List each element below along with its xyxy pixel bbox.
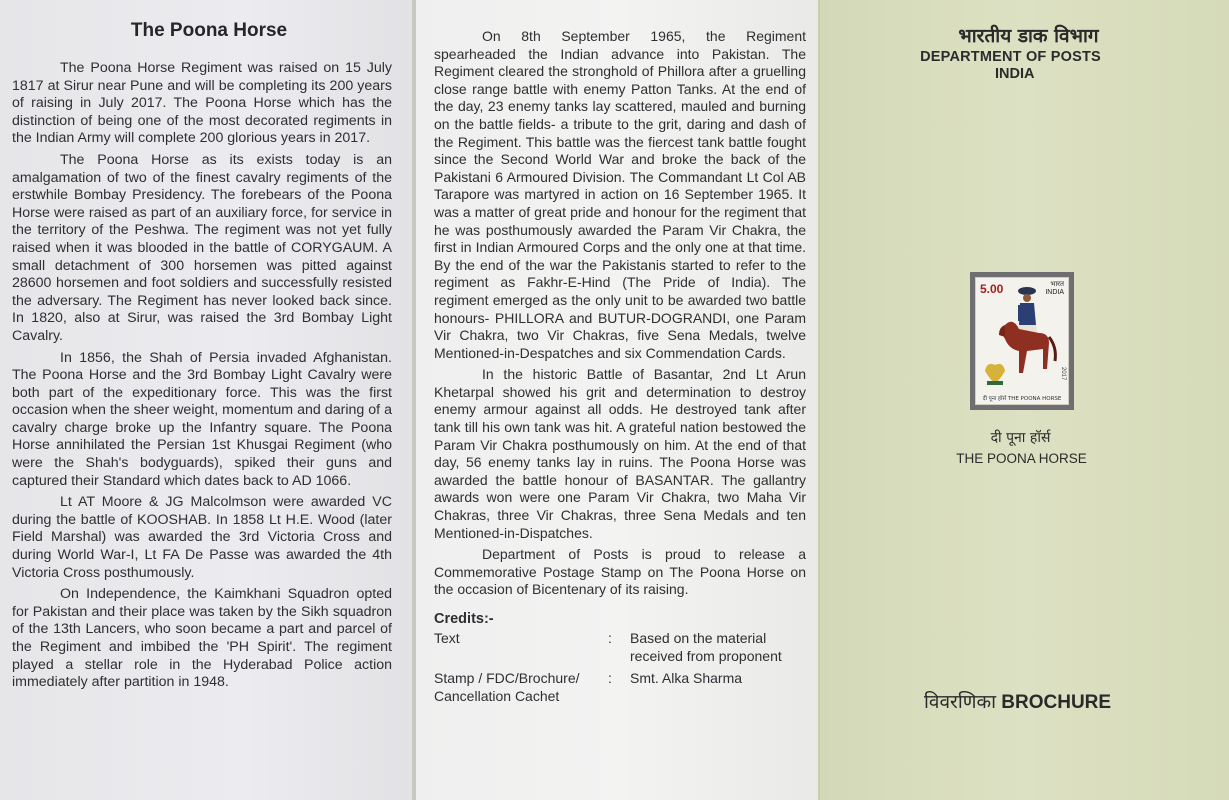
- stamp-title-hindi: दी पूना हॉर्स: [990, 430, 1051, 446]
- credit-key: Stamp / FDC/Brochure/ Cancellation Cachet: [434, 670, 580, 704]
- credit-row: [434, 669, 806, 705]
- stamp-year: 2017: [1060, 367, 1066, 381]
- credits-heading: Credits:-: [434, 611, 494, 627]
- department-country: INDIA: [995, 66, 1035, 82]
- credits-section: [434, 611, 806, 705]
- stamp-face: [975, 277, 1069, 405]
- credit-separator: :: [608, 630, 612, 646]
- middle-panel: [416, 0, 826, 800]
- paragraph: The Poona Horse Regiment was raised on 15 July 1817 at Sirur near Pune and will be completing its 200 years of raising in July 2017. The Poona Horse which has the distinction of being one of the most decorated regiments in the Indian Army will complete 200 glorious years in 2017.: [12, 60, 392, 147]
- stamp-country-english: INDIA: [1045, 289, 1064, 296]
- credit-value: Smt. Alka Sharma: [630, 670, 743, 686]
- paragraph: On Independence, the Kaimkhani Squadron opted for Pakistan and their place was taken by the Sikh squadron of the 13th Lancers, who soon became a part and parcel of the Regiment and imbibed the 'PH Spirit'. The regiment played a stellar role in the Hyderabad Police action immediately after partition in 1948.: [12, 586, 392, 691]
- right-panel: [818, 0, 1229, 800]
- credit-key: Text: [434, 630, 460, 646]
- paragraph: In 1856, the Shah of Persia invaded Afghanistan. The Poona Horse and the 3rd Bombay Light Cavalry were both part of the expeditionary force. This was the first occasion when the sheer weight, momentum and daring of a cavalry charge broke up the Infantry square. The Poona Horse annihilated the Persian 1st Khusgai Regiment (who were the Shah's bodyguards), spiked their guns and captured their Standard which dates back to AD 1066.: [12, 349, 392, 489]
- stamp-title: [820, 428, 1229, 466]
- credit-row: [434, 629, 806, 665]
- stamp-country: [1045, 281, 1064, 297]
- credit-separator: :: [608, 670, 612, 686]
- paragraph: Department of Posts is proud to release a Commemorative Postage Stamp on The Poona Horse on the occasion of Bicentenary of its raising.: [434, 546, 806, 598]
- paragraph: Lt AT Moore & JG Malcolmson were awarded VC during the battle of KOOSHAB. In 1858 Lt H.E. Wood (later Field Marshal) was awarded the 3rd Victoria Cross and during World War-I, Lt FA De Passe was awarded the 4th Victoria Cross posthumously.: [12, 494, 392, 581]
- brochure-hindi: विवरणिका: [924, 691, 996, 713]
- credit-value: Based on the material received from proponent: [630, 630, 782, 664]
- brochure-label: [924, 688, 1111, 714]
- department-header: [820, 22, 1229, 82]
- department-english: DEPARTMENT OF POSTS: [920, 49, 1101, 65]
- left-panel: [0, 0, 412, 800]
- brochure-english: BROCHURE: [1001, 692, 1112, 713]
- page-title: The Poona Horse: [130, 20, 288, 41]
- paragraph: On 8th September 1965, the Regiment spearheaded the Indian advance into Pakistan. The Regiment cleared the stronghold of Phillora after a gruelling close range battle with enemy Patton Tanks. At the end of the day, 23 enemy tanks lay scattered, mauled and burning on the battle fields- a tribute to the grit, daring and dash of the Regiment. This battle was the fiercest tank battle fought since the Second World War and broke the back of the Pakistani 6 Armoured Division. The Commandant Lt Col AB Tarapore was martyred in action on 16 September 1965. It was a matter of great pride and honour for the regiment that he was posthumously awarded the Param Vir Chakra, the first in Indian Armoured Corps and the only one at that time. By the end of the war the Pakistanis started to refer to the regiment as Fakhr-E-Hind (The Pride of India). The regiment emerged as the only unit to be awarded two battle honours- PHILLORA and BUTUR-DOGRANDI, one Param Vir Chakra, two Vir Chakras, five Sena Medals, twelve Mentioned-in-Despatches and six Commendation Cards.: [434, 28, 806, 361]
- stamp-value: 5.00: [980, 282, 1004, 296]
- stamp-caption: दी पूना हॉर्स THE POONA HORSE: [982, 396, 1062, 402]
- paragraph: The Poona Horse as its exists today is an amalgamation of two of the finest cavalry regiments of the erstwhile Bombay Presidency. The forebears of the Poona Horse were raised as part of an auxiliary force, for service in the territory of the Peshwa. The regiment was not yet fully raised when it was blooded in the battle of CORYGAUM. A small detachment of 300 horsemen was pitted against 28600 horsemen and foot soldiers and successfully resisted the adversary. The Regiment has never looked back since. In 1820, also at Sirur, was raised the 3rd Bombay Light Cavalry.: [12, 151, 392, 344]
- postage-stamp: [970, 272, 1074, 410]
- department-hindi: भारतीय डाक विभाग: [958, 25, 1099, 47]
- paragraph: In the historic Battle of Basantar, 2nd Lt Arun Khetarpal showed his grit and determination to destroy enemy armour against all odds. He destroyed tank after tank till his own tank was hit. A grateful nation bestowed the Param Vir Chakra posthumously on him. At the end of that day, 56 enemy tanks lay in ruins. The Poona Horse was awarded the battle honour of BASANTAR. The gallantry awards won were one Param Vir Chakra, two Maha Vir Chakras, three Vir Chakras, three Sena Medals and ten Mentioned-in-Dispatches.: [434, 366, 806, 541]
- stamp-title-english: THE POONA HORSE: [956, 451, 1087, 466]
- stamp-country-hindi: भारत: [1050, 281, 1064, 288]
